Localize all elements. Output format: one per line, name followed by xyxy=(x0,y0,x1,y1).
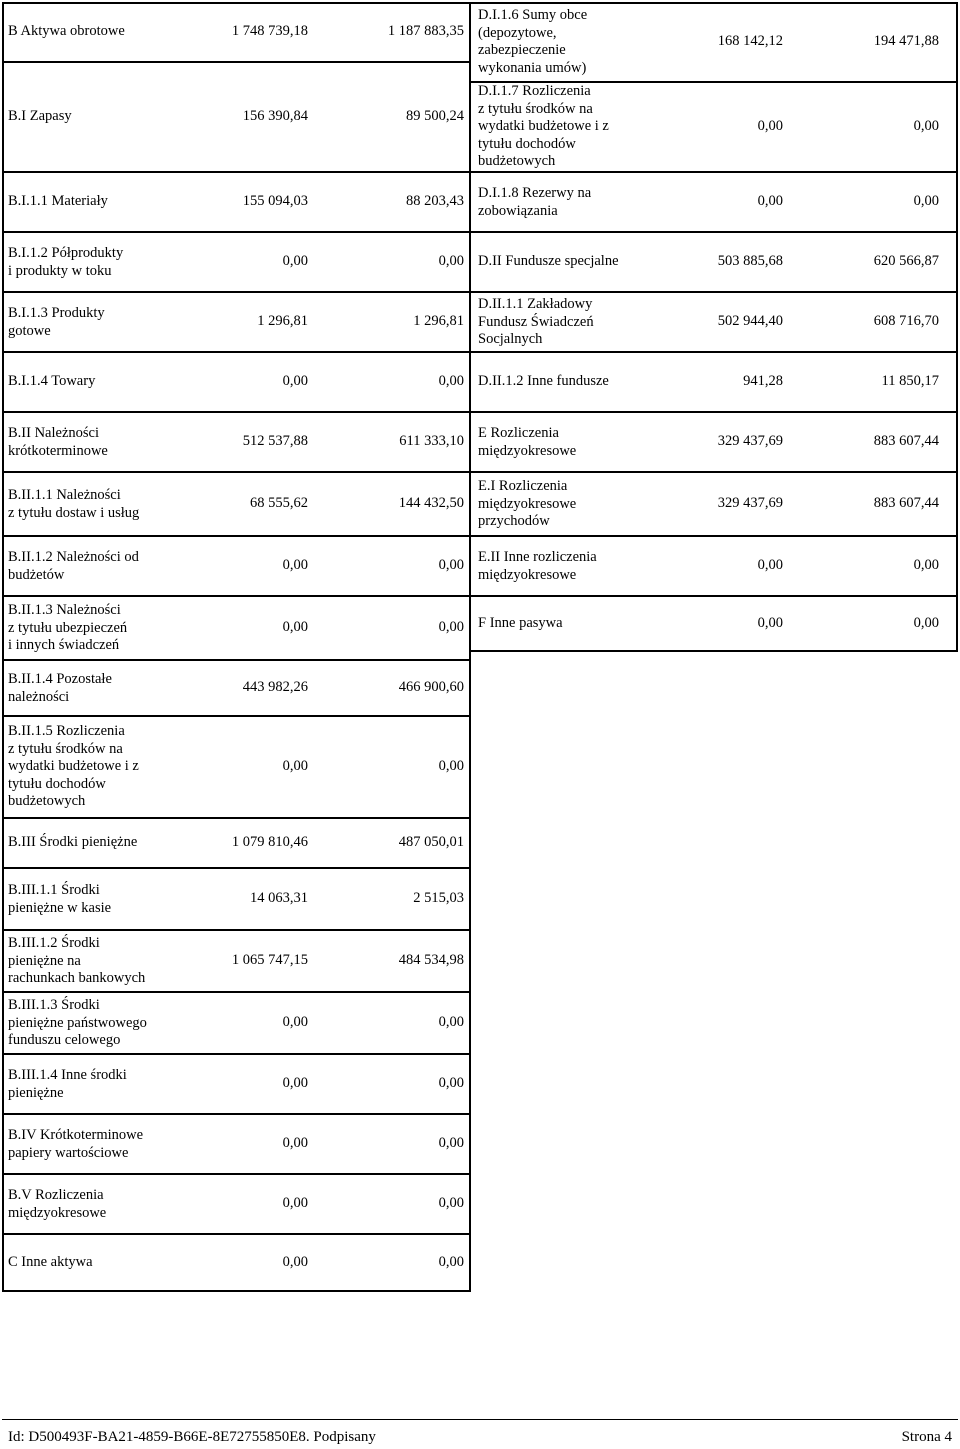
liability-row-value-previous: 194 471,88 xyxy=(873,33,939,49)
asset-row-value-current: 0,00 xyxy=(282,619,308,635)
liability-row-value-current: 168 142,12 xyxy=(717,33,783,49)
page-number: Strona 4 xyxy=(901,1429,952,1445)
row-divider xyxy=(2,61,471,63)
asset-row-value-previous: 89 500,24 xyxy=(406,108,464,124)
asset-row-label: B.II Należności krótkoterminowe xyxy=(8,425,108,459)
row-divider xyxy=(469,411,958,413)
asset-row-value-current: 0,00 xyxy=(282,253,308,269)
row-divider xyxy=(2,411,471,413)
asset-row-value-previous: 0,00 xyxy=(438,1254,464,1270)
asset-row-value-previous: 0,00 xyxy=(438,253,464,269)
asset-row-label: B.II.1.5 Rozliczenia z tytułu środków na wydatki budżetowe i z tytułu dochodów budżetowych xyxy=(8,723,139,809)
row-divider xyxy=(2,351,471,353)
row-divider xyxy=(469,171,958,173)
liability-row-label: D.II Fundusze specjalne xyxy=(478,253,619,269)
asset-row-value-previous: 0,00 xyxy=(438,758,464,774)
liability-row-value-previous: 608 716,70 xyxy=(873,313,939,329)
asset-row-value-current: 1 748 739,18 xyxy=(231,23,308,39)
asset-row-value-current: 512 537,88 xyxy=(242,433,308,449)
asset-row-value-previous: 0,00 xyxy=(438,1195,464,1211)
liability-row-value-current: 0,00 xyxy=(757,615,783,631)
asset-row-value-previous: 1 296,81 xyxy=(413,313,464,329)
liability-row-label: E Rozliczenia międzyokresowe xyxy=(478,425,577,459)
asset-row-label: B.I.1.1 Materiały xyxy=(8,193,108,209)
asset-row-value-current: 0,00 xyxy=(282,1135,308,1151)
liability-row-value-previous: 883 607,44 xyxy=(873,433,939,449)
liability-row-value-previous: 620 566,87 xyxy=(873,253,939,269)
asset-row-value-current: 0,00 xyxy=(282,373,308,389)
liability-row-label: D.I.1.6 Sumy obce (depozytowe, zabezpieczenie wykonania umów) xyxy=(478,7,588,76)
asset-row-value-previous: 1 187 883,35 xyxy=(387,23,464,39)
asset-row-label: B.II.1.1 Należności z tytułu dostaw i usług xyxy=(8,487,140,521)
row-divider xyxy=(2,1233,471,1235)
row-divider xyxy=(2,171,471,173)
liability-row-label: F Inne pasywa xyxy=(478,615,563,631)
asset-row-value-current: 1 079 810,46 xyxy=(231,834,308,850)
liability-row-value-previous: 0,00 xyxy=(913,193,939,209)
asset-row-label: C Inne aktywa xyxy=(8,1254,93,1270)
asset-row-label: B.I.1.3 Produkty gotowe xyxy=(8,305,105,339)
liability-row-value-previous: 0,00 xyxy=(913,615,939,631)
asset-row-label: B.I.1.2 Półprodukty i produkty w toku xyxy=(8,245,124,279)
asset-row-value-previous: 611 333,10 xyxy=(399,433,464,449)
row-divider xyxy=(2,231,471,233)
asset-row-value-current: 443 982,26 xyxy=(242,679,308,695)
asset-row-value-previous: 0,00 xyxy=(438,1075,464,1091)
liability-row-value-current: 0,00 xyxy=(757,557,783,573)
liability-row-value-current: 329 437,69 xyxy=(717,433,783,449)
liability-row-value-previous: 0,00 xyxy=(913,557,939,573)
asset-row-value-previous: 0,00 xyxy=(438,557,464,573)
row-divider xyxy=(2,715,471,717)
asset-row-value-current: 1 065 747,15 xyxy=(231,952,308,968)
asset-row-value-current: 155 094,03 xyxy=(242,193,308,209)
asset-row-value-previous: 466 900,60 xyxy=(398,679,464,695)
asset-row-value-current: 0,00 xyxy=(282,1075,308,1091)
liability-row-label: D.I.1.7 Rozliczenia z tytułu środków na wydatki budżetowe i z tytułu dochodów budżetowych xyxy=(478,83,609,169)
liability-row-label: D.II.1.2 Inne fundusze xyxy=(478,373,609,389)
asset-row-label: B Aktywa obrotowe xyxy=(8,23,125,39)
asset-row-value-previous: 0,00 xyxy=(438,1014,464,1030)
row-divider xyxy=(469,471,958,473)
asset-row-value-previous: 2 515,03 xyxy=(413,890,464,906)
asset-row-value-current: 0,00 xyxy=(282,1014,308,1030)
asset-row-label: B.III.1.2 Środki pieniężne na rachunkach bankowych xyxy=(8,935,146,986)
row-divider xyxy=(469,231,958,233)
asset-row-label: B.III.1.4 Inne środki pieniężne xyxy=(8,1067,127,1101)
liability-row-value-current: 941,28 xyxy=(743,373,783,389)
row-divider xyxy=(2,1053,471,1055)
asset-row-label: B.II.1.4 Pozostałe należności xyxy=(8,671,112,705)
row-divider xyxy=(2,1173,471,1175)
row-divider xyxy=(2,1113,471,1115)
row-divider xyxy=(2,867,471,869)
asset-row-value-current: 0,00 xyxy=(282,1195,308,1211)
row-divider xyxy=(2,817,471,819)
row-divider xyxy=(469,351,958,353)
asset-row-value-current: 0,00 xyxy=(282,758,308,774)
asset-row-label: B.III.1.1 Środki pieniężne w kasie xyxy=(8,882,112,916)
liability-row-value-previous: 0,00 xyxy=(913,118,939,134)
asset-row-value-current: 0,00 xyxy=(282,557,308,573)
liability-row-label: D.I.1.8 Rezerwy na zobowiązania xyxy=(478,185,592,219)
liability-row-value-current: 0,00 xyxy=(757,118,783,134)
asset-row-value-current: 156 390,84 xyxy=(242,108,308,124)
asset-row-value-previous: 484 534,98 xyxy=(398,952,464,968)
footer-divider xyxy=(2,1419,958,1420)
liability-row-value-current: 502 944,40 xyxy=(717,313,783,329)
asset-row-value-current: 68 555,62 xyxy=(250,495,308,511)
asset-row-value-previous: 0,00 xyxy=(438,619,464,635)
row-divider xyxy=(2,659,471,661)
liability-row-value-current: 329 437,69 xyxy=(717,495,783,511)
asset-row-label: B.V Rozliczenia międzyokresowe xyxy=(8,1187,107,1221)
asset-row-value-previous: 487 050,01 xyxy=(398,834,464,850)
row-divider xyxy=(469,291,958,293)
asset-row-value-current: 14 063,31 xyxy=(250,890,308,906)
liability-row-value-current: 0,00 xyxy=(757,193,783,209)
row-divider xyxy=(2,991,471,993)
asset-row-label: B.I.1.4 Towary xyxy=(8,373,96,389)
liability-row-label: E.I Rozliczenia międzyokresowe przychodów xyxy=(478,478,577,529)
asset-row-label: B.III.1.3 Środki pieniężne państwowego funduszu celowego xyxy=(8,997,147,1048)
row-divider xyxy=(2,535,471,537)
asset-row-label: B.I Zapasy xyxy=(8,108,72,124)
asset-row-label: B.III Środki pieniężne xyxy=(8,834,138,850)
asset-row-value-previous: 0,00 xyxy=(438,1135,464,1151)
liability-row-label: E.II Inne rozliczenia międzyokresowe xyxy=(478,549,597,583)
asset-row-value-previous: 88 203,43 xyxy=(406,193,464,209)
asset-row-label: B.II.1.3 Należności z tytułu ubezpieczeń i innych świadczeń xyxy=(8,602,128,653)
row-divider xyxy=(469,535,958,537)
row-divider xyxy=(2,471,471,473)
liability-row-value-current: 503 885,68 xyxy=(717,253,783,269)
asset-row-value-current: 1 296,81 xyxy=(257,313,308,329)
asset-row-label: B.II.1.2 Należności od budżetów xyxy=(8,549,139,583)
asset-row-value-current: 0,00 xyxy=(282,1254,308,1270)
document-id: Id: D500493F-BA21-4859-B66E-8E72755850E8. Podpisany xyxy=(8,1429,376,1445)
asset-row-value-previous: 144 432,50 xyxy=(398,495,464,511)
liability-row-value-previous: 883 607,44 xyxy=(873,495,939,511)
liability-row-label: D.II.1.1 Zakładowy Fundusz Świadczeń Socjalnych xyxy=(478,296,594,347)
row-divider xyxy=(2,595,471,597)
asset-row-label: B.IV Krótkoterminowe papiery wartościowe xyxy=(8,1127,144,1161)
row-divider xyxy=(2,929,471,931)
row-divider xyxy=(469,595,958,597)
asset-row-value-previous: 0,00 xyxy=(438,373,464,389)
row-divider xyxy=(2,291,471,293)
liability-row-value-previous: 11 850,17 xyxy=(881,373,939,389)
